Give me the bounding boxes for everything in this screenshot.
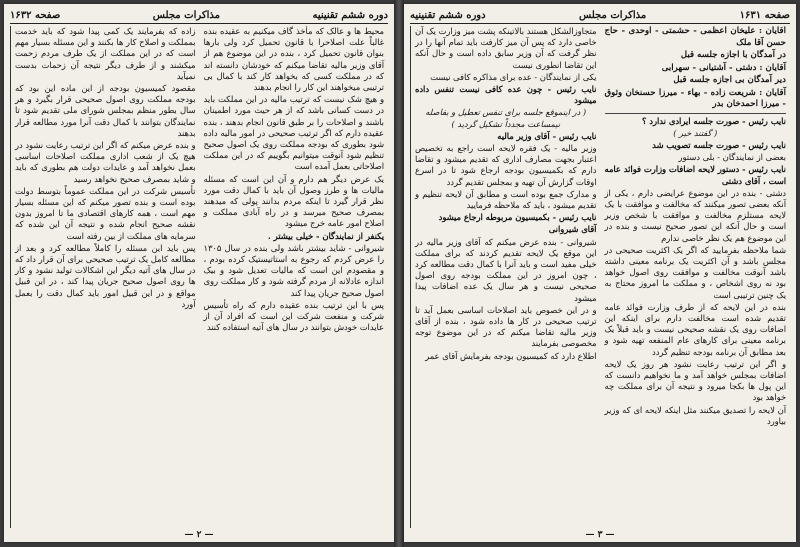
paragraph: تأسیس شرکت در این مملکت عموماً بتوسط دولت بوده است و بنده تصور میکنم که این مسئله بسیار مهم است ، همه کارهای اقتصادی ما تا امروز بدون نقشه صحیح انجام شده و نتیجه آن این شده که سرمایه های مملکت از بین رفته است — [15, 185, 196, 241]
left-page-footer: — ۲ — — [184, 530, 214, 540]
speaker-line: آقای شیروانی — [548, 224, 597, 235]
paragraph: اطلاع دارد که کمیسیون بودجه بفرمایش آقای عمر — [425, 350, 597, 361]
paragraph: یکی از نمایندگان - عده برای مذاکره کافی نیست — [430, 71, 597, 82]
speaker-line: نایب رئیس - آقای وزیر مالیه — [497, 130, 597, 141]
attendance-line: آقایان : دشتی - آشتیانی - سهرابی — [661, 62, 786, 73]
right-page-right-column — [601, 26, 791, 528]
paragraph: وزیر مالیه - یک فقره لایحه است راجع به تخصیص اعتبار بجهت مصارف اداری که تقدیم میشود و تقاضا دارم که بکمیسیون بودجه ارجاع شود تا در اسرع اوقات گزارش آن تهیه و بمجلس تقدیم گردد — [415, 143, 597, 187]
right-page-number: صفحه ۱۶۳۱ — [739, 9, 790, 21]
session-note: ( گفتند خیر ) — [673, 127, 718, 138]
paragraph: پس باید این مسئله را کاملاً مطالعه کرد و بعد از مطالعه کامل یک ترتیب صحیحی برای آن قرار داد که در سال های آتیه دیگر این اشکالات تولید نشود و کار ها روی اصول صحیح جریان پیدا کند ، در این قبیل مواقع و در این قبیل امور باید کمال دقت را بعمل آورد — [15, 242, 196, 309]
paragraph: متجاوزالشکل هستند بالاتینکه پشت میز وزارت یک آن خاصی دارد که پس آن میز کارفت باید تمام آنها را در نظر گرفت که آن وزیر سابق داده است و حال آنکه این تقاضا انطوری نیست — [415, 26, 597, 70]
paragraph: یک عرض دیگر هم دارم و آن این است که مسئله مالیات ها و طرز وصول آن باید با کمال دقت مورد نظر قرار گیرد تا اینکه مردم بدانند پولی که میدهند بمصرف صحیح میرسد و در راه آبادی مملکت و اصلاح امور عامه خرج میشود — [203, 173, 384, 229]
paragraph: و هیچ شک نیست که ترتیب مالیه در این مملکت باید در دست کسانی باشد که از هر حیث مورد اطمینان باشند و اصلاحات را بر طبق قانون انجام بدهند ، بنده عقیده دارم که اگر ترتیب صحیحی در امور مالیه داده شود بطوری که بودجه مملکت روی یک اصول صحیح تنظیم شود آنوقت میتوانیم بگوییم که در این مملکت اصلاحاتی بعمل آمده است — [203, 94, 384, 172]
right-section-label: مذاکرات مجلس — [579, 9, 647, 21]
paragraph: بعضی از نمایندگان - بلی دستور — [678, 152, 786, 163]
section-divider — [605, 113, 787, 114]
attendance-line: در آمدگان با اجازه جلسه قبل — [680, 50, 786, 60]
paragraph: پس با این ترتیب بنده عقیده دارم که راه تأسیس شرکت و منفعت شرکت این است که افراد آن از عایدات خودش بتوانند در سال های آتیه استفاده کنند — [203, 299, 384, 333]
left-page-left-column — [10, 26, 200, 528]
session-note: ( در اینموقع جلسه برای تنفس تعطیل و بفاصله نیمساعت مجدداً تشکیل گردید ) — [425, 107, 587, 129]
paragraph: محیط ها و عالک که مأخذ گاف میکنیم به عقیده بنده غالباً علت اصلاحرا با قانون تحمیل کرد ولی بارها بنوان قانون تحمیل کرد ، بنده در این موضوع هم از آقای وزیر مالیه تقاضا میکنم که خودشان دانسته اند که در مملکت کسی که بخواهد کار کند با کمال بی ترتیبی میخواهند این کار را انجام بدهند — [203, 26, 384, 93]
paragraph: و مدارک جمع بوده است و مطابق آن لایحه تنظیم و تقدیم میشود ، باید که ملاحظه فرمایید — [415, 188, 597, 211]
speaker-line: نایب رئیس - صورت جلسه ایرادی ندارد ؟ — [642, 115, 786, 126]
paragraph: دشتی - بنده در این موضوع عرایضی دارم ، یکی از آنکه بعضی تصور میکنند که مخالفت و موافقت با یک لایحه مستلزم مخالفت و موافقت با شخص وزیر است و حال آنکه این تصور صحیح نیست و بنده در این موضوع هم یک نظر خاصی ندارم — [604, 187, 786, 243]
attendance-line: آقایان : علیخان اعظمی - حشمتی - اوحدی - حاج حسن آقا ملک — [604, 26, 786, 48]
paragraph: آن لایحه را تصدیق میکنند مثل اینکه لایحه ای که وزیر بیاورد — [604, 404, 786, 426]
right-session-label: دوره ششم تقنینیه — [410, 9, 486, 21]
paragraph: شیروانی - بنده عرض میکنم که آقای وزیر مالیه در این موقع یک لایحه تقدیم کردند که برای مملکت خیلی مفید است و باید آنرا با کمال دقت مطالعه کرد ، چون امروز در این مملکت بودجه روی اصول صحیحی نیست و هر سال یک عده اضافات پیدا میشود — [415, 236, 597, 303]
paragraph: و اگر این ترتیب رعایت نشود هر روز یک لایحه اضافات بمجلس خواهد آمد و ما نخواهیم دانست که این پول ها بکجا میرود و نتیجه آن برای مملکت چه خواهد بود — [604, 358, 786, 403]
paragraph: و بنده عرض میکنم که اگر این ترتیب رعایت نشود در هیچ یک از شعب اداری مملکت اصلاحات اساسی بعمل نخواهد آمد و عایدات دولت هم بطوری که باید و شاید بمصرف صحیح نخواهد رسید — [15, 140, 196, 184]
paragraph: شیروانی - شاید بیشتر باشد ولی بنده در سال ۱۳۰۵ را عرض کردم که رجوع به استاتیستیک کرده بودم ، و مقصودم این است که مالیات تعدیل شود و بیک اندازه عادلانه از مردم گرفته شود و کار مملکت روی اصول صحیح جریان پیدا کند — [203, 242, 384, 298]
left-page-number: صفحه ۱۶۳۲ — [10, 9, 61, 21]
right-running-head — [410, 7, 790, 24]
left-session-label: دوره ششم تقنینیه — [312, 9, 388, 21]
speaker-line: نایب رئیس - بکمیسیون مربوطه ارجاع میشود — [438, 212, 597, 223]
book-gutter — [394, 0, 404, 547]
attendance-line: آقایان : شریعت زاده - بهاء - میرزا حسنخان وثوق - میرزا احمدخان بدر — [604, 87, 786, 109]
right-page — [404, 4, 796, 542]
paragraph: زاده که بفرمایند یک کمی پیدا شود که باید خدمت بمملکت و اصلاح کار ها بکنند و این مسئله بسیار مهم است که در این مملکت از یک طرف مردم زحمت میکشند و از طرف دیگر نتیجه آن زحمات بدست نمیآید — [15, 26, 196, 81]
left-page — [4, 4, 394, 542]
attendance-line: دیر آمدگان بی اجازه جلسه قبل — [673, 75, 786, 85]
left-running-head — [10, 7, 388, 24]
speaker-line: یکنفر از نمایندگان - خیلی بیشتر . — [267, 230, 384, 241]
right-page-footer: — ۳ — — [585, 530, 615, 540]
left-page-right-column — [200, 26, 389, 528]
speaker-line: نایب رئیس - صورت جلسه تصویب شد — [652, 139, 786, 150]
right-page-left-column — [410, 26, 601, 528]
left-section-label: مذاکرات مجلس — [152, 9, 221, 21]
speaker-line: نایب رئیس - چون عده کافی نیست تنفس داده میشود — [415, 84, 597, 106]
right-page-body — [410, 26, 790, 528]
paragraph: و در این خصوص باید اصلاحات اساسی بعمل آید تا ترتیب صحیحی در کار ها داده شود ، بنده از آقای وزیر مالیه تقاضا میکنم که در این موضوع توجه مخصوصی بفرمایند — [415, 304, 597, 349]
speaker-line: نایب رئیس - دستور لایحه اضافات وزارت فوائد عامه است ، آقای دشتی — [604, 164, 786, 186]
paragraph: مقصود کمیسیون بودجه از این ماده این بود که بودجه مملکت روی اصول صحیحی قرار بگیرد و هر سال بطور منظم بمجلس شورای ملی تقدیم شود تا نمایندگان بتوانند با کمال دقت آنرا مورد مطالعه قرار بدهند — [15, 83, 196, 138]
paragraph: شما ملاحظه بفرمایید که اگر یک اکثریت صحیحی در مجلس باشد و آن اکثریت یک برنامه معینی داشته باشد آنوقت مخالفت و موافقت روی اصول خواهد بود نه روی اشخاص ، و مملکت ما امروز محتاج به یک چنین ترتیبی است — [604, 244, 786, 300]
paragraph: بنده در این لایحه که از طرف وزارت فوائد عامه تقدیم شده است مخالفت دارم برای اینکه این اضافات روی یک نقشه صحیحی نیست و باید قبلاً یک برنامه معینی برای کارهای عام المنفعه تهیه شود و بعد مطابق آن برنامه بودجه تنظیم گردد — [604, 301, 786, 357]
left-page-body — [10, 26, 388, 528]
